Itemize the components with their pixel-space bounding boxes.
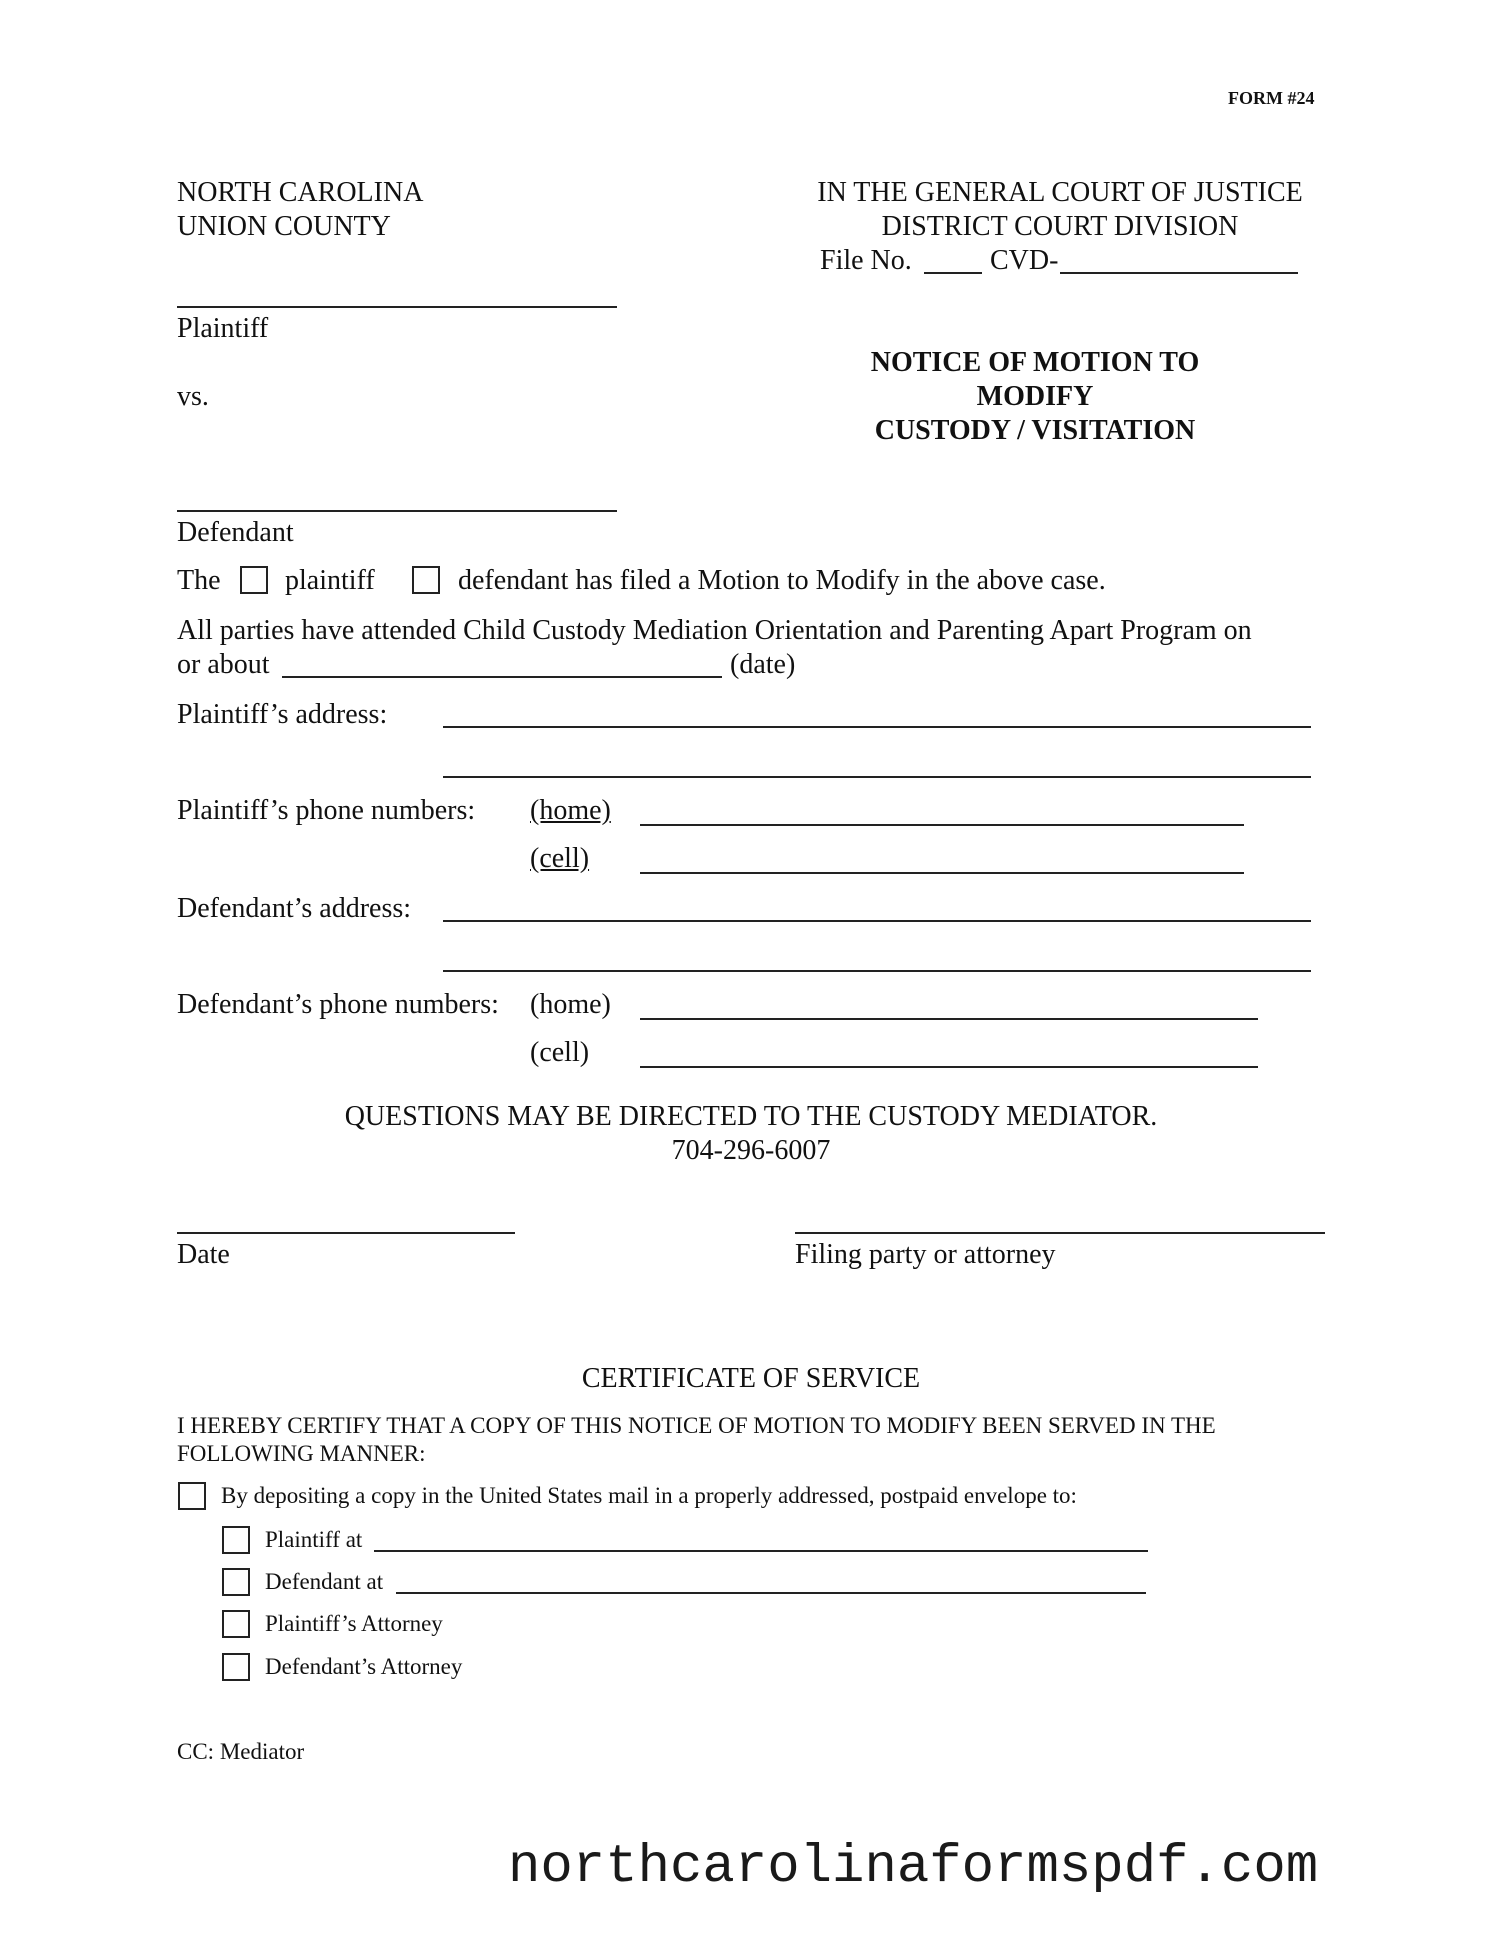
defendant-address-field-2[interactable] bbox=[443, 970, 1311, 972]
title-line-1: NOTICE OF MOTION TO bbox=[870, 347, 1200, 378]
defendant-phone-label: Defendant’s phone numbers: bbox=[177, 989, 499, 1020]
plaintiff-phone-label: Plaintiff’s phone numbers: bbox=[177, 795, 476, 826]
defendant-home-label: (home) bbox=[530, 989, 611, 1020]
filer-signature-label: Filing party or attorney bbox=[795, 1239, 1056, 1270]
cc-mediator: CC: Mediator bbox=[177, 1739, 305, 1764]
file-no-field[interactable] bbox=[924, 272, 982, 274]
certificate-statement-2: FOLLOWING MANNER: bbox=[177, 1441, 426, 1466]
attendance-date-suffix: (date) bbox=[730, 649, 796, 680]
county-label: UNION COUNTY bbox=[177, 211, 391, 242]
plaintiff-address-label: Plaintiff’s address: bbox=[177, 699, 388, 730]
plaintiff-name-field[interactable] bbox=[177, 306, 617, 308]
defendant-address-field-1[interactable] bbox=[443, 920, 1311, 922]
form-number: FORM #24 bbox=[1228, 88, 1315, 108]
defendant-filer-checkbox[interactable] bbox=[412, 566, 440, 594]
defendant-option-label: defendant has filed a Motion to Modify in the above case. bbox=[458, 565, 1106, 596]
plaintiff-cell-label: (cell) bbox=[530, 843, 590, 874]
recipient-defendant-label: Defendant at bbox=[265, 1569, 384, 1594]
court-line-1: IN THE GENERAL COURT OF JUSTICE bbox=[817, 177, 1303, 208]
defendant-caption-label: Defendant bbox=[177, 517, 294, 548]
title-line-2: MODIFY bbox=[976, 381, 1094, 412]
defendant-cell-label: (cell) bbox=[530, 1037, 590, 1068]
recipient-plaintiff-address-field[interactable] bbox=[374, 1550, 1148, 1552]
cvd-number-field[interactable] bbox=[1060, 272, 1298, 274]
title-line-3: CUSTODY / VISITATION bbox=[874, 415, 1196, 446]
defendant-address-label: Defendant’s address: bbox=[177, 893, 412, 924]
recipient-defendant-attorney-checkbox[interactable] bbox=[222, 1653, 250, 1681]
plaintiff-home-phone-field[interactable] bbox=[640, 824, 1244, 826]
watermark-text: northcarolinaformspdf.com bbox=[508, 1837, 1319, 1898]
plaintiff-filer-checkbox[interactable] bbox=[240, 566, 268, 594]
mail-service-checkbox[interactable] bbox=[178, 1482, 206, 1510]
attendance-line-1: All parties have attended Child Custody Mediation Orientation and Parenting Apart Program on bbox=[177, 615, 1252, 646]
certificate-statement-1: I HEREBY CERTIFY THAT A COPY OF THIS NOTICE OF MOTION TO MODIFY BEEN SERVED IN THE bbox=[177, 1413, 1216, 1438]
mail-service-label: By depositing a copy in the United States mail in a properly addressed, postpaid envelope to: bbox=[221, 1483, 1077, 1508]
recipient-plaintiff-attorney-label: Plaintiff’s Attorney bbox=[265, 1611, 443, 1636]
defendant-name-field[interactable] bbox=[177, 510, 617, 512]
recipient-defendant-attorney-label: Defendant’s Attorney bbox=[265, 1654, 463, 1679]
vs-label: vs. bbox=[177, 381, 209, 412]
plaintiff-caption-label: Plaintiff bbox=[177, 313, 269, 344]
plaintiff-address-field-2[interactable] bbox=[443, 776, 1311, 778]
date-signature-field[interactable] bbox=[177, 1232, 515, 1234]
date-label: Date bbox=[177, 1239, 230, 1270]
recipient-plaintiff-checkbox[interactable] bbox=[222, 1526, 250, 1554]
cvd-label: CVD- bbox=[990, 245, 1059, 276]
attendance-date-field[interactable] bbox=[282, 676, 722, 678]
questions-line: QUESTIONS MAY BE DIRECTED TO THE CUSTODY MEDIATOR. bbox=[344, 1101, 1158, 1132]
attendance-prefix: or about bbox=[177, 649, 270, 680]
state-label: NORTH CAROLINA bbox=[177, 177, 424, 208]
defendant-home-phone-field[interactable] bbox=[640, 1018, 1258, 1020]
court-line-2: DISTRICT COURT DIVISION bbox=[881, 211, 1239, 242]
certificate-title: CERTIFICATE OF SERVICE bbox=[581, 1363, 921, 1394]
defendant-cell-phone-field[interactable] bbox=[640, 1066, 1258, 1068]
recipient-plaintiff-label: Plaintiff at bbox=[265, 1527, 363, 1552]
mediator-phone: 704-296-6007 bbox=[671, 1135, 831, 1166]
filer-signature-field[interactable] bbox=[795, 1232, 1325, 1234]
file-no-label: File No. bbox=[820, 245, 912, 276]
plaintiff-cell-phone-field[interactable] bbox=[640, 872, 1244, 874]
plaintiff-home-label: (home) bbox=[530, 795, 611, 826]
recipient-defendant-checkbox[interactable] bbox=[222, 1568, 250, 1596]
filer-prefix: The bbox=[177, 565, 221, 596]
plaintiff-option-label: plaintiff bbox=[285, 565, 375, 596]
plaintiff-address-field-1[interactable] bbox=[443, 726, 1311, 728]
recipient-plaintiff-attorney-checkbox[interactable] bbox=[222, 1610, 250, 1638]
recipient-defendant-address-field[interactable] bbox=[396, 1592, 1146, 1594]
